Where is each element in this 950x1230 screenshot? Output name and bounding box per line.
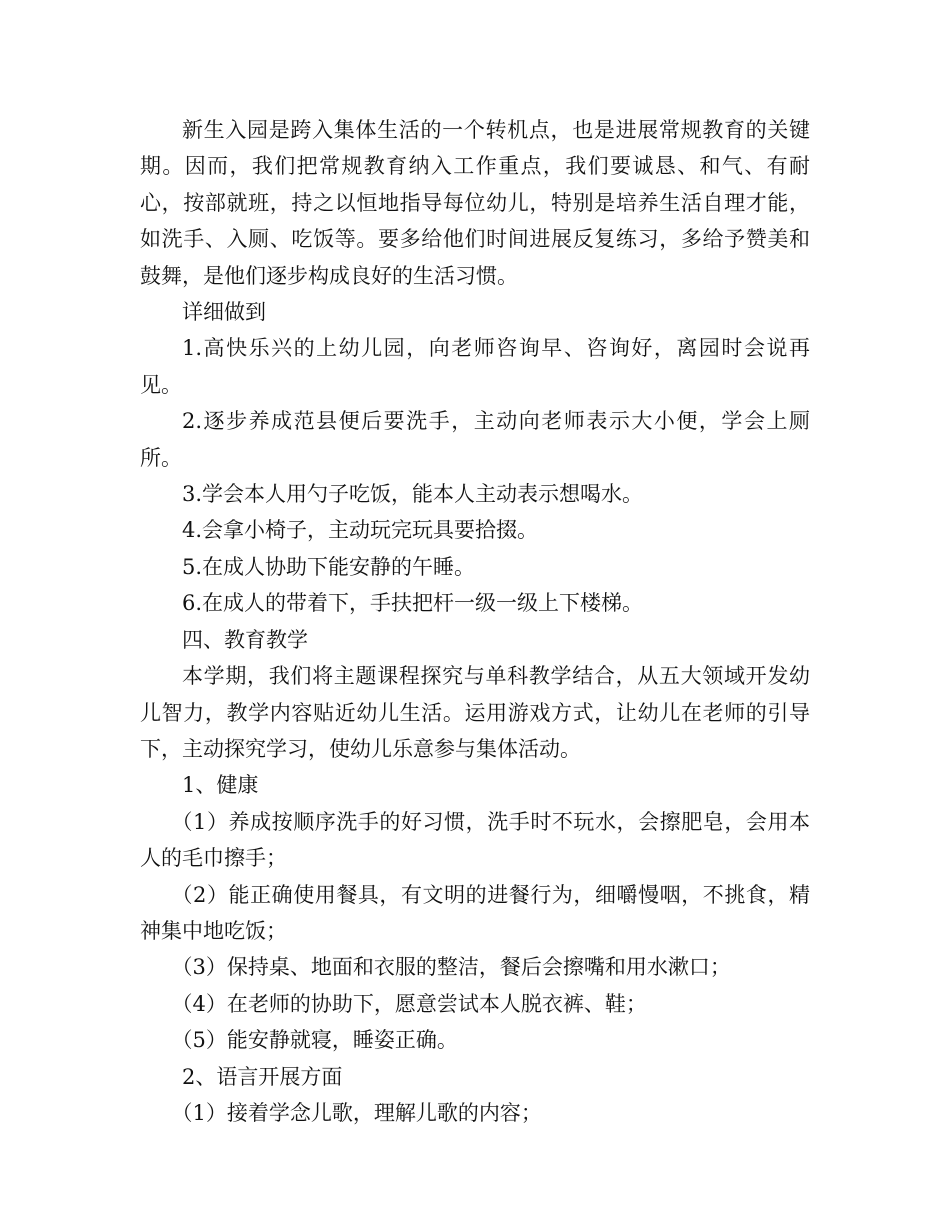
list-item: （4）在老师的协助下，愿意尝试本人脱衣裤、鞋； (171, 991, 647, 1016)
list-item: （3）保持桌、地面和衣服的整洁，餐后会擦嘴和用水漱口； (171, 955, 731, 980)
list-item: 2.逐步养成范县便后要洗手，主动向老师表示大小便，学会上厕所。 (140, 409, 810, 470)
list-item: 4.会拿小椅子，主动玩完玩具要拾掇。 (182, 518, 539, 543)
list-item: 1.高快乐兴的上幼儿园，向老师咨询早、咨询好，离园时会说再见。 (140, 336, 810, 397)
list-item: （1）养成按顺序洗手的好习惯，洗手时不玩水，会擦肥皂，会用本人的毛巾擦手； (140, 809, 810, 871)
intro-paragraph: 新生入园是跨入集体生活的一个转机点，也是进展常规教育的关键期。因而，我们把常规教育纳入工作重点，我们要诚恳、和气、有耐心，按部就班，持之以恒地指导每位幼儿，特别是培养生活自理才能，如洗手、入厕、吃饭等。要多给他们时间进展反复练习，多给予赞美和鼓舞，是他们逐步构成良好的生活习惯。 (140, 118, 810, 288)
list-item: 5.在成人协助下能安静的午睡。 (182, 554, 476, 579)
list-item: （1）接着学念儿歌，理解儿歌的内容； (171, 1100, 542, 1125)
list-item: （5）能安静就寝，睡姿正确。 (171, 1028, 458, 1053)
subheading-language: 2、语言开展方面 (182, 1064, 343, 1089)
subheading-health: 1、健康 (182, 773, 259, 798)
section-heading-details: 详细做到 (182, 300, 266, 325)
document-page (140, 112, 810, 1131)
list-item: 6.在成人的带着下，手扶把杆一级一级上下楼梯。 (182, 591, 644, 616)
teaching-paragraph: 本学期，我们将主题课程探究与单科教学结合，从五大领域开发幼儿智力，教学内容贴近幼儿生活。运用游戏方式，让幼儿在老师的引导下，主动探究学习，使幼儿乐意参与集体活动。 (140, 664, 810, 761)
section-heading-teaching: 四、教育教学 (182, 627, 308, 652)
list-item: （2）能正确使用餐具，有文明的进餐行为，细嚼慢咽，不挑食，精神集中地吃饭； (140, 882, 810, 943)
list-item: 3.学会本人用勺子吃饭，能本人主动表示想喝水。 (182, 482, 644, 507)
